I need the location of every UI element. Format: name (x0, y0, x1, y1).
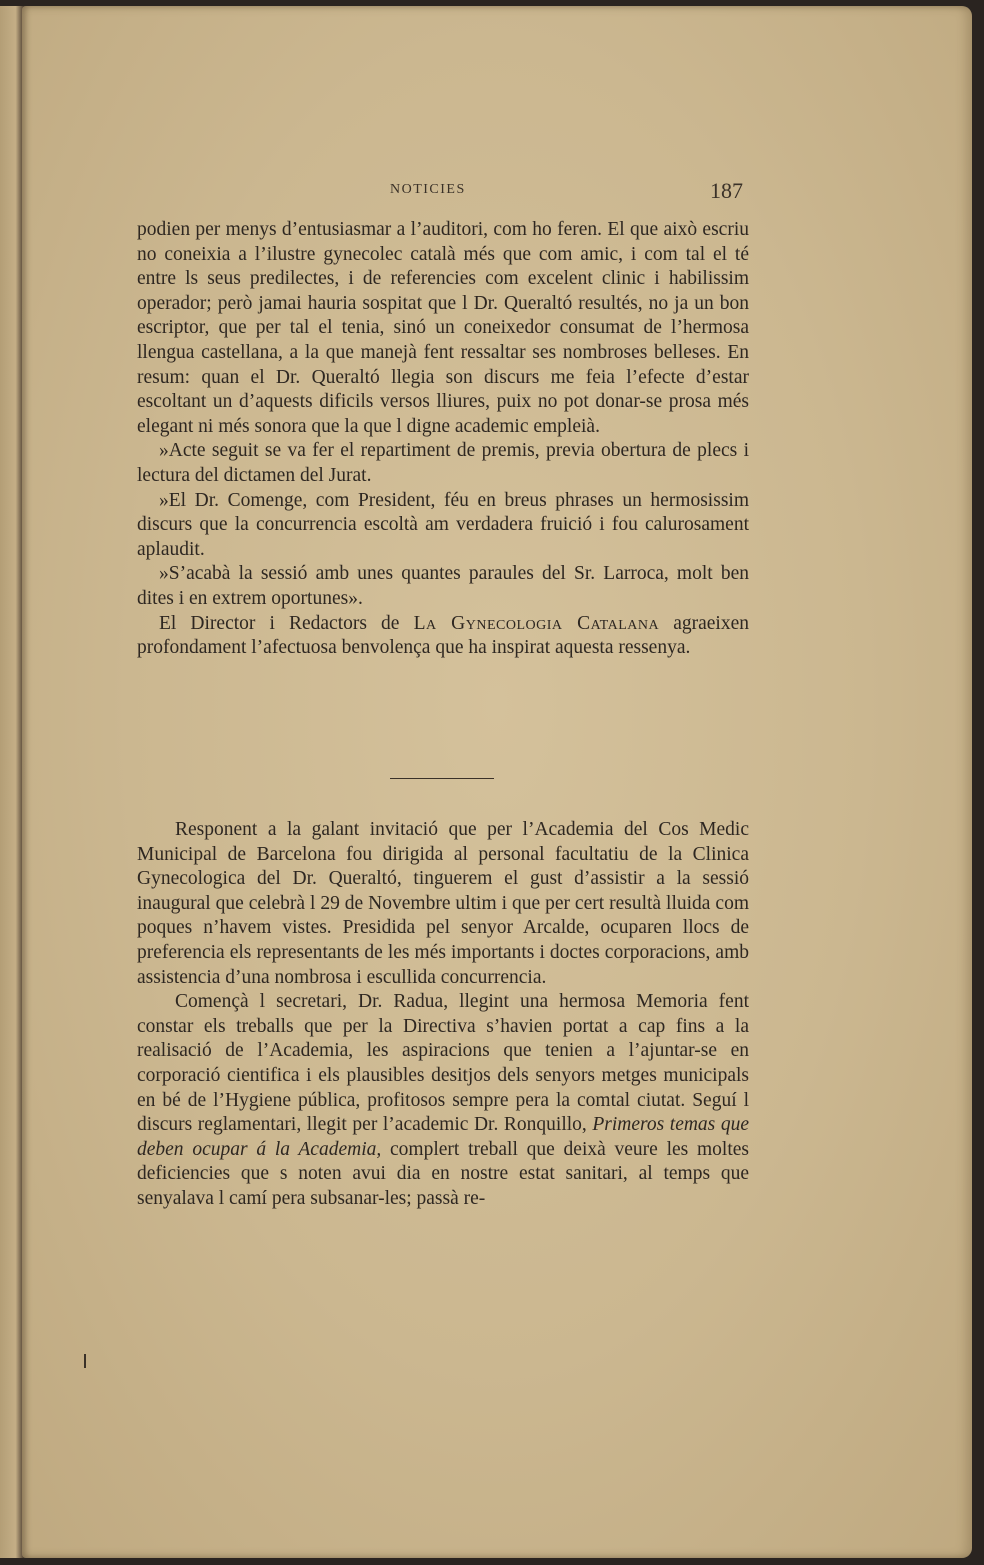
speech-title: Primeros temas que deben ocupar á la Academia, (137, 1114, 749, 1160)
page-header (22, 178, 972, 202)
paragraph: »El Dr. Comenge, com President, féu en breus phrases un hermosissim discurs que la concurrencia escoltà am verdadera fruició i fou calurosament aplaudit. (137, 489, 749, 560)
paragraph (137, 612, 749, 661)
book-page (22, 6, 972, 1558)
page-number: 187 (710, 178, 743, 203)
article-academy-session (137, 818, 749, 1212)
paragraph-text: Començà l secretari, Dr. Radua, llegint una hermosa Memoria fent constar els treballs que per la Directiva s’havien portat a cap fins a la realisació de l’Academia, les aspiracions que tenien a l’ajuntar-se en corporació cientifica i els plausibles desitjos dels senyors metges municipals en bé de l’Hygiene pública, profitosos sempre pera la comtal ciutat. Seguí l discurs reglamentari, llegit per l’academic Dr. Ronquillo, (137, 991, 749, 1136)
paragraph-text: agraeixen profondament l’afectuosa benvolença que ha inspirat aquesta ressenya. (137, 612, 749, 659)
paragraph: »Acte seguit se va fer el repartiment de premis, previa obertura de plecs i lectura del dictamen del Jurat. (137, 440, 749, 486)
section-divider (390, 778, 494, 779)
paragraph: Responent a la galant invitació que per l’Academia del Cos Medic Municipal de Barcelona fou dirigida al personal facultatiu de la Clinica Gynecologica del Dr. Queraltó, tinguerem el gust d’assistir a la sessió inaugural que celebrà l 29 de Novembre ultim i que per cert resultà lluida com poques n’havem vistes. Presidida pel senyor Arcalde, ocuparen llocs de preferencia els representants de les més importants i doctes corporacions, amb assistencia d’una nombrosa i escullida concurrencia. (137, 819, 749, 988)
margin-mark (84, 1354, 86, 1368)
journal-name: La Gynecologia Catalana (413, 612, 660, 634)
paragraph-text: El Director i Redactors de (159, 612, 414, 634)
paragraph: »S’acabà la sessió amb unes quantes paraules del Sr. Larroca, molt ben dites i en extrem oportunes». (137, 563, 749, 609)
running-head: NOTICIES (390, 182, 466, 197)
paragraph: podien per menys d’entusiasmar a l’auditori, com ho feren. El que això escriu no coneixia a l’ilustre gynecolec català més que com amic, i com tal el té entre ls seus predilectes, i de referencies com excelent clinic i habilissim operador; però jamai hauria sospitat que l Dr. Queraltó resultés, no ja un bon escriptor, que per tal el tenia, sinó un coneixedor consumat de l’hermosa llengua castellana, a la que manejà fent ressaltar ses nombroses belleses. En resum: quan el Dr. Queraltó llegia son discurs me feia l’efecte d’estar escoltant un d’aquests dificils versos lliures, puix no pot donar-se prosa més elegant ni més sonora que la que l digne academic empleià. (137, 219, 749, 437)
article-report-continuation (137, 218, 749, 661)
paragraph-text: complert treball que deixà veure les moltes deficiencies que s noten avui dia en nostre estat sanitari, al temps que senyalava l camí pera subsanar-les; passà re- (137, 1138, 749, 1209)
paragraph (137, 990, 749, 1211)
